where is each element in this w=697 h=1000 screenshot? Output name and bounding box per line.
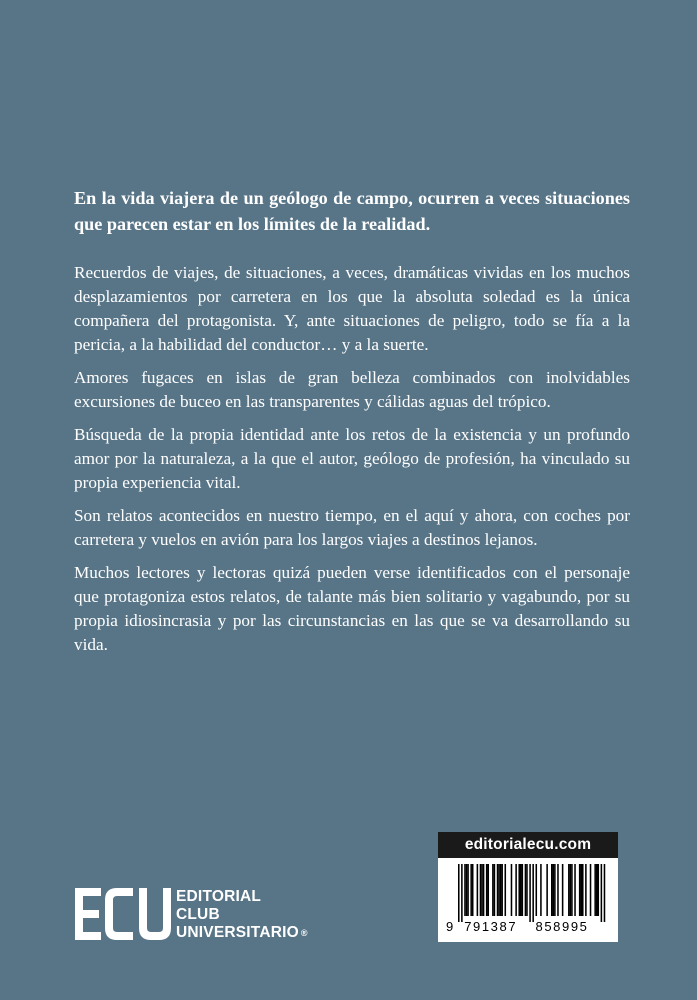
blurb-paragraph-4: Son relatos acontecidos en nuestro tiempo, en el aquí y ahora, con coches por carretera y vuelos en avión para los largos viajes a destinos lejanos.	[74, 506, 630, 549]
barcode-bar	[551, 864, 553, 916]
publisher-line-1: EDITORIAL	[176, 888, 262, 905]
barcode-bar	[498, 864, 500, 916]
barcode-bar	[461, 864, 463, 922]
barcode-bar	[477, 864, 479, 916]
blurb-paragraph-5: Muchos lectores y lectoras quizá pueden verse identificados con el personaje que protagoniza estos relatos, de talante más bien solitario y vagabundo, por su propia idiosincrasia y por las circunstancias en las que se va desarrollando su vida.	[74, 563, 630, 654]
barcode-bar	[554, 864, 556, 916]
barcode-bar	[604, 864, 606, 922]
barcode-bar	[494, 864, 496, 916]
barcode-bar	[570, 864, 572, 916]
barcode-panel	[438, 832, 618, 942]
barcode-bar	[594, 864, 596, 916]
barcode-bar	[470, 864, 472, 916]
barcode-bar	[579, 864, 581, 916]
barcode-digit-first: 9	[446, 919, 455, 934]
barcode-digits-left: 791387	[464, 919, 518, 934]
barcode-bar	[532, 864, 534, 922]
barcode-bar	[481, 864, 483, 916]
barcode-bar	[525, 864, 527, 916]
barcode-bar	[467, 864, 469, 916]
blurb	[74, 185, 630, 666]
barcode-bar	[497, 864, 499, 916]
barcode-bar	[500, 864, 502, 916]
barcode-bar	[557, 864, 559, 916]
barcode-bar	[515, 864, 517, 916]
barcode-bar	[574, 864, 576, 916]
barcode-bar	[522, 864, 524, 916]
barcode-bar	[585, 864, 587, 916]
barcode-bar	[601, 864, 603, 922]
publisher-name	[176, 888, 308, 942]
barcode-bar	[466, 864, 468, 916]
barcode-bar	[540, 864, 542, 916]
barcode-bar	[518, 864, 520, 916]
barcode-bar	[487, 864, 489, 916]
isbn-barcode	[438, 858, 618, 942]
registered-mark: ®	[300, 928, 308, 938]
publisher-line-2: CLUB	[176, 906, 220, 923]
barcode-bar	[536, 864, 538, 916]
barcode-bar	[480, 864, 482, 916]
barcode-bar	[529, 864, 531, 922]
barcode-bar	[458, 864, 460, 922]
barcode-bar	[553, 864, 555, 916]
barcode-bar	[520, 864, 522, 916]
barcode-bar	[492, 864, 494, 916]
blurb-paragraph-1: Recuerdos de viajes, de situaciones, a veces, dramáticas vividas en los muchos desplazamientos por carretera en los que la absoluta soledad es la única compañera del protagonista. Y, ante situaciones de peligro, todo se fía a la pericia, a la habilidad del conductor… y a la suerte.	[74, 263, 630, 354]
barcode-bar	[483, 864, 485, 916]
barcode-bar	[571, 864, 573, 916]
barcode-digits-right: 858995	[535, 919, 589, 934]
blurb-paragraph-3: Búsqueda de la propia identidad ante los retos de la existencia y un profundo amor por la naturaleza, a la que el autor, geólogo de profesión, ha vinculado su propia experiencia vital.	[74, 425, 630, 492]
ecu-logo-icon	[73, 886, 173, 942]
blurb-paragraph-2: Amores fugaces en islas de gran belleza combinados con inolvidables excursiones de buceo en las transparentes y cálidas aguas del trópico.	[74, 368, 630, 411]
barcode-bar	[582, 864, 584, 916]
blurb-lead: En la vida viajera de un geólogo de campo, ocurren a veces situaciones que parecen estar en los límites de la realidad.	[74, 188, 630, 234]
publisher-line-3	[176, 924, 308, 942]
barcode-bar	[590, 864, 592, 916]
barcode-bar	[562, 864, 564, 916]
barcode-bar	[505, 864, 507, 916]
publisher-logo	[73, 886, 313, 942]
publisher-line-3-text: UNIVERSITARIO	[176, 924, 299, 941]
barcode-bar	[486, 864, 488, 916]
barcode-bar	[464, 864, 466, 916]
barcode-bar	[598, 864, 600, 916]
barcode-bar	[472, 864, 474, 916]
barcode-bar	[511, 864, 513, 916]
barcode-bar	[501, 864, 503, 916]
barcode-bar	[580, 864, 582, 916]
barcode-bar	[526, 864, 528, 916]
barcode-bar	[546, 864, 548, 916]
barcode-bar	[596, 864, 598, 916]
website-label: editorialecu.com	[438, 832, 618, 858]
barcode-bar	[568, 864, 570, 916]
